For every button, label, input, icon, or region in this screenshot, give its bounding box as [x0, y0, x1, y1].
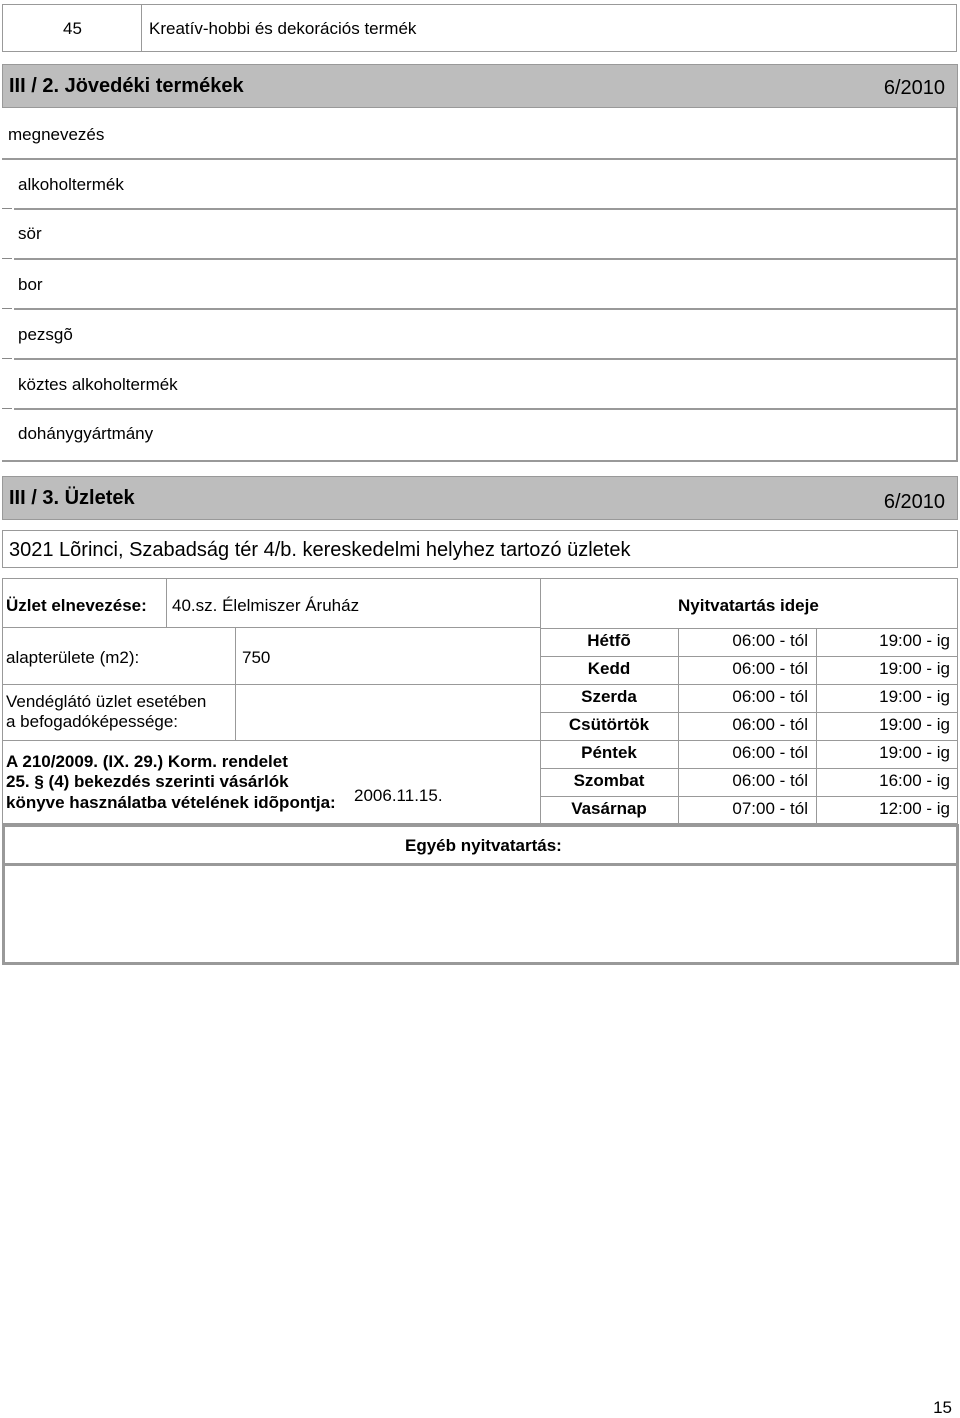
hours-day: Szerda: [581, 687, 637, 706]
list-header: megnevezés: [8, 125, 105, 144]
shop-address-row: [2, 530, 958, 568]
hours-to: 19:00 - ig: [879, 687, 950, 706]
hours-day: Péntek: [581, 743, 637, 762]
hours-day: Szombat: [573, 771, 645, 790]
top-row: [2, 4, 957, 52]
section-3-code: 6/2010: [883, 491, 945, 513]
regulation-line-2: 25. § (4) bekezdés szerinti vásárlók: [6, 772, 289, 791]
hours-from: 06:00 - tól: [732, 631, 808, 650]
area-value: 750: [242, 648, 271, 667]
hours-to: 12:00 - ig: [879, 799, 950, 818]
hours-to: 19:00 - ig: [879, 659, 950, 678]
hours-from: 07:00 - tól: [732, 799, 808, 818]
top-row-label: Kreatív-hobbi és dekorációs termék: [149, 19, 417, 38]
section-2-title: III / 2. Jövedéki termékek: [9, 75, 244, 97]
list-item: sör: [18, 224, 42, 243]
hours-to: 19:00 - ig: [879, 631, 950, 650]
section-2-header: [2, 64, 958, 108]
hours-day: Hétfõ: [587, 631, 631, 650]
hours-from: 06:00 - tól: [732, 687, 808, 706]
hours-day: Csütörtök: [568, 715, 650, 734]
hours-day: Vasárnap: [571, 799, 647, 818]
shop-name-label: Üzlet elnevezése:: [6, 596, 147, 615]
list-item: pezsgõ: [18, 325, 73, 344]
capacity-label-line-1: Vendéglátó üzlet esetében: [6, 692, 207, 711]
regulation-date: 2006.11.15.: [354, 786, 443, 805]
hours-to: 19:00 - ig: [879, 715, 950, 734]
section-3-header: [2, 476, 958, 520]
hours-from: 06:00 - tól: [732, 771, 808, 790]
opening-hours-title: Nyitvatartás ideje: [678, 596, 819, 615]
section-3-title: III / 3. Üzletek: [9, 487, 135, 509]
top-row-number: 45: [63, 19, 82, 38]
list-item: köztes alkoholtermék: [18, 375, 178, 394]
other-hours-label: Egyéb nyitvatartás:: [405, 836, 562, 855]
area-label: alapterülete (m2):: [6, 648, 140, 667]
list-item: bor: [18, 275, 43, 294]
hours-from: 06:00 - tól: [732, 743, 808, 762]
regulation-line-3: könyve használatba vételének idõpontja:: [6, 793, 336, 812]
hours-from: 06:00 - tól: [732, 715, 808, 734]
list-item: alkoholtermék: [18, 175, 124, 194]
hours-to: 16:00 - ig: [879, 771, 950, 790]
shop-name: 40.sz. Élelmiszer Áruház: [172, 596, 360, 615]
section-2-code: 6/2010: [883, 77, 945, 99]
hours-to: 19:00 - ig: [879, 743, 950, 762]
shop-address: 3021 Lõrinci, Szabadság tér 4/b. kereskedelmi helyhez tartozó üzletek: [9, 539, 631, 561]
regulation-line-1: A 210/2009. (IX. 29.) Korm. rendelet: [6, 752, 288, 771]
hours-day: Kedd: [587, 659, 631, 678]
list-item: dohánygyártmány: [18, 424, 154, 443]
other-hours-box: [2, 824, 959, 965]
capacity-label-line-2: a befogadóképessége:: [6, 712, 179, 731]
hours-from: 06:00 - tól: [732, 659, 808, 678]
page-number: 15: [933, 1398, 952, 1417]
